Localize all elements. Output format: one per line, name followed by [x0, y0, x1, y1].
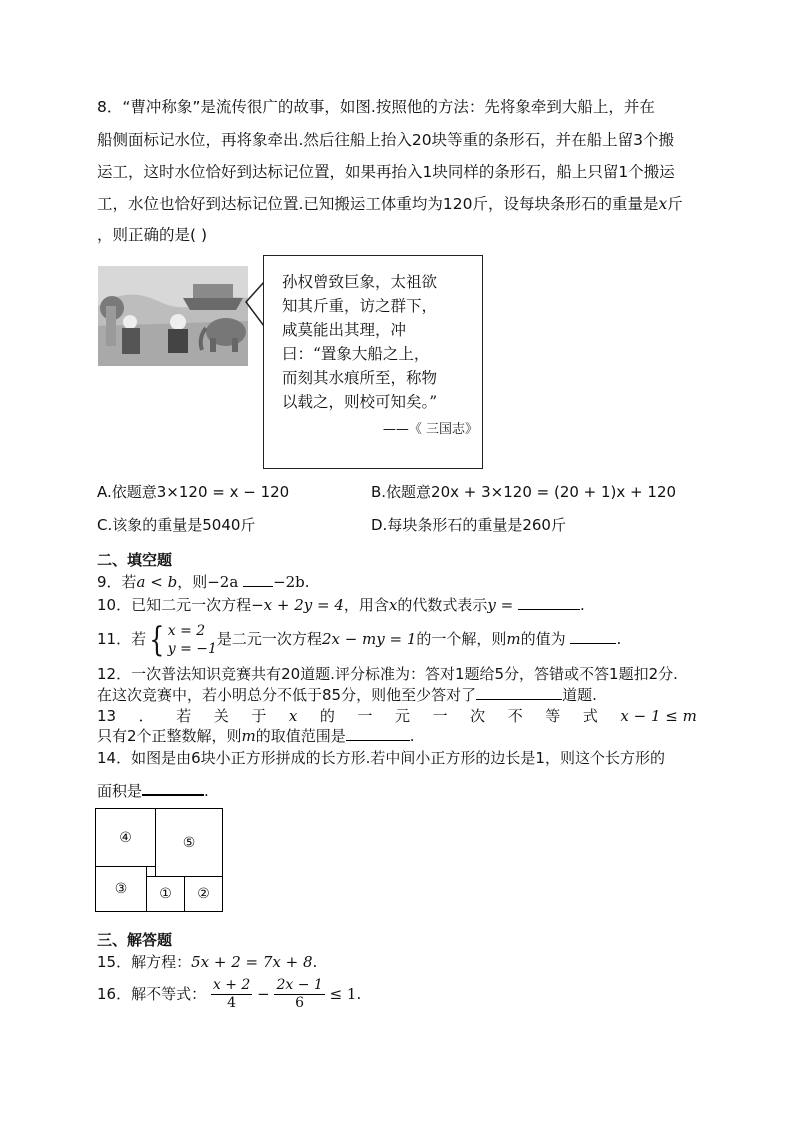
q13-line-2: 只有2个正整数解，则m的取值范围是 .: [97, 727, 415, 745]
q8-line-5: ，则正确的是( ): [97, 226, 208, 244]
q9: 9．若a < b，则−2a −2b.: [97, 573, 310, 591]
q12-answer-blank[interactable]: [476, 685, 562, 700]
square-3: ③: [95, 866, 147, 912]
q10: 10．已知二元一次方程−x + 2y = 4，用含x的代数式表示y = .: [97, 596, 585, 614]
q8-line-3: 运工，这时水位恰好到达标记位置，如果再抬入1块同样的条形石，船上只留1个搬运: [97, 163, 675, 181]
q9-answer-blank[interactable]: [243, 572, 273, 587]
quote-bubble: [263, 255, 483, 469]
square-2: ②: [184, 876, 223, 912]
square-1: ①: [146, 876, 185, 912]
square-5: ⑤: [155, 808, 223, 877]
square-4: ④: [95, 808, 156, 867]
q8-line-4: 工，水位也恰好到达标记位置.已知搬运工体重均为120斤，设每块条形石的重量是x斤: [97, 195, 683, 213]
q14-answer-blank[interactable]: [142, 780, 204, 796]
cao-chong-illustration: [98, 266, 248, 366]
q13-answer-blank[interactable]: [346, 726, 410, 741]
q12-line-2: 在这次竞赛中，若小明总分不低于85分，则他至少答对了 道题.: [97, 686, 597, 704]
q16: 16．解不等式： $\frac{x + 2}{4}$ − $\frac{2x - 1}{6}$ ≤ 1.: [97, 977, 362, 1011]
q10-answer-blank[interactable]: [518, 595, 580, 610]
q8-option-d: D.每块条形石的重量是260斤: [371, 516, 566, 534]
section-answer: 三、解答题: [97, 931, 173, 949]
q15: 15．解方程：5x + 2 = 7x + 8.: [97, 953, 318, 971]
fraction-2: $\frac{2x - 1}{6}$: [276, 977, 323, 1011]
q14-line-1: 14．如图是由6块小正方形拼成的长方形.若中间小正方形的边长是1，则这个长方形的: [97, 749, 665, 767]
quote-source: ——《 三国志》: [382, 422, 478, 437]
q8-line-1: 8．“曹冲称象”是流传很广的故事，如图.按照他的方法：先将象牵到大船上，并在: [97, 98, 655, 116]
q8-line-2: 船侧面标记水位，再将象牵出.然后往船上抬入20块等重的条形石，并在船上留3个搬: [97, 131, 675, 149]
q8-option-a: A.依题意3×120 = x − 120: [97, 483, 290, 501]
illustration-svg: [98, 266, 248, 366]
quote-text: 孙权曾致巨象，太祖欲 知其斤重，访之群下， 咸莫能出其理，冲 曰：“置象大船之上， 而刻其水痕所至，称物 以载之，则校可知矣。”: [282, 273, 438, 411]
q8-option-b: B.依题意20x + 3×120 = (20 + 1)x + 120: [371, 483, 677, 501]
q11-answer-blank[interactable]: [570, 629, 616, 644]
q13-line-1: 13 ． 若 关 于 x 的 一 元 一 次 不 等 式 x − 1 ≤ m: [97, 707, 697, 725]
fraction-1: $\frac{x + 2}{4}$: [212, 977, 251, 1011]
q8-option-c: C.该象的重量是5040斤: [97, 516, 256, 534]
system-brace: {: [149, 619, 165, 660]
q14-line-2: 面积是 .: [97, 782, 209, 800]
six-squares-figure: [95, 808, 223, 912]
equation-system: x = 2 y = −1: [167, 622, 217, 657]
q12-line-1: 12．一次普法知识竞赛共有20道题.评分标准为：答对1题给5分，答错或不答1题扣2分.: [97, 665, 678, 683]
section-fill-in: 二、填空题: [97, 551, 173, 569]
q11: 11．若{ x = 2 y = −1 是二元一次方程2x − my = 1的一个解，则m的值为 .: [97, 619, 622, 660]
